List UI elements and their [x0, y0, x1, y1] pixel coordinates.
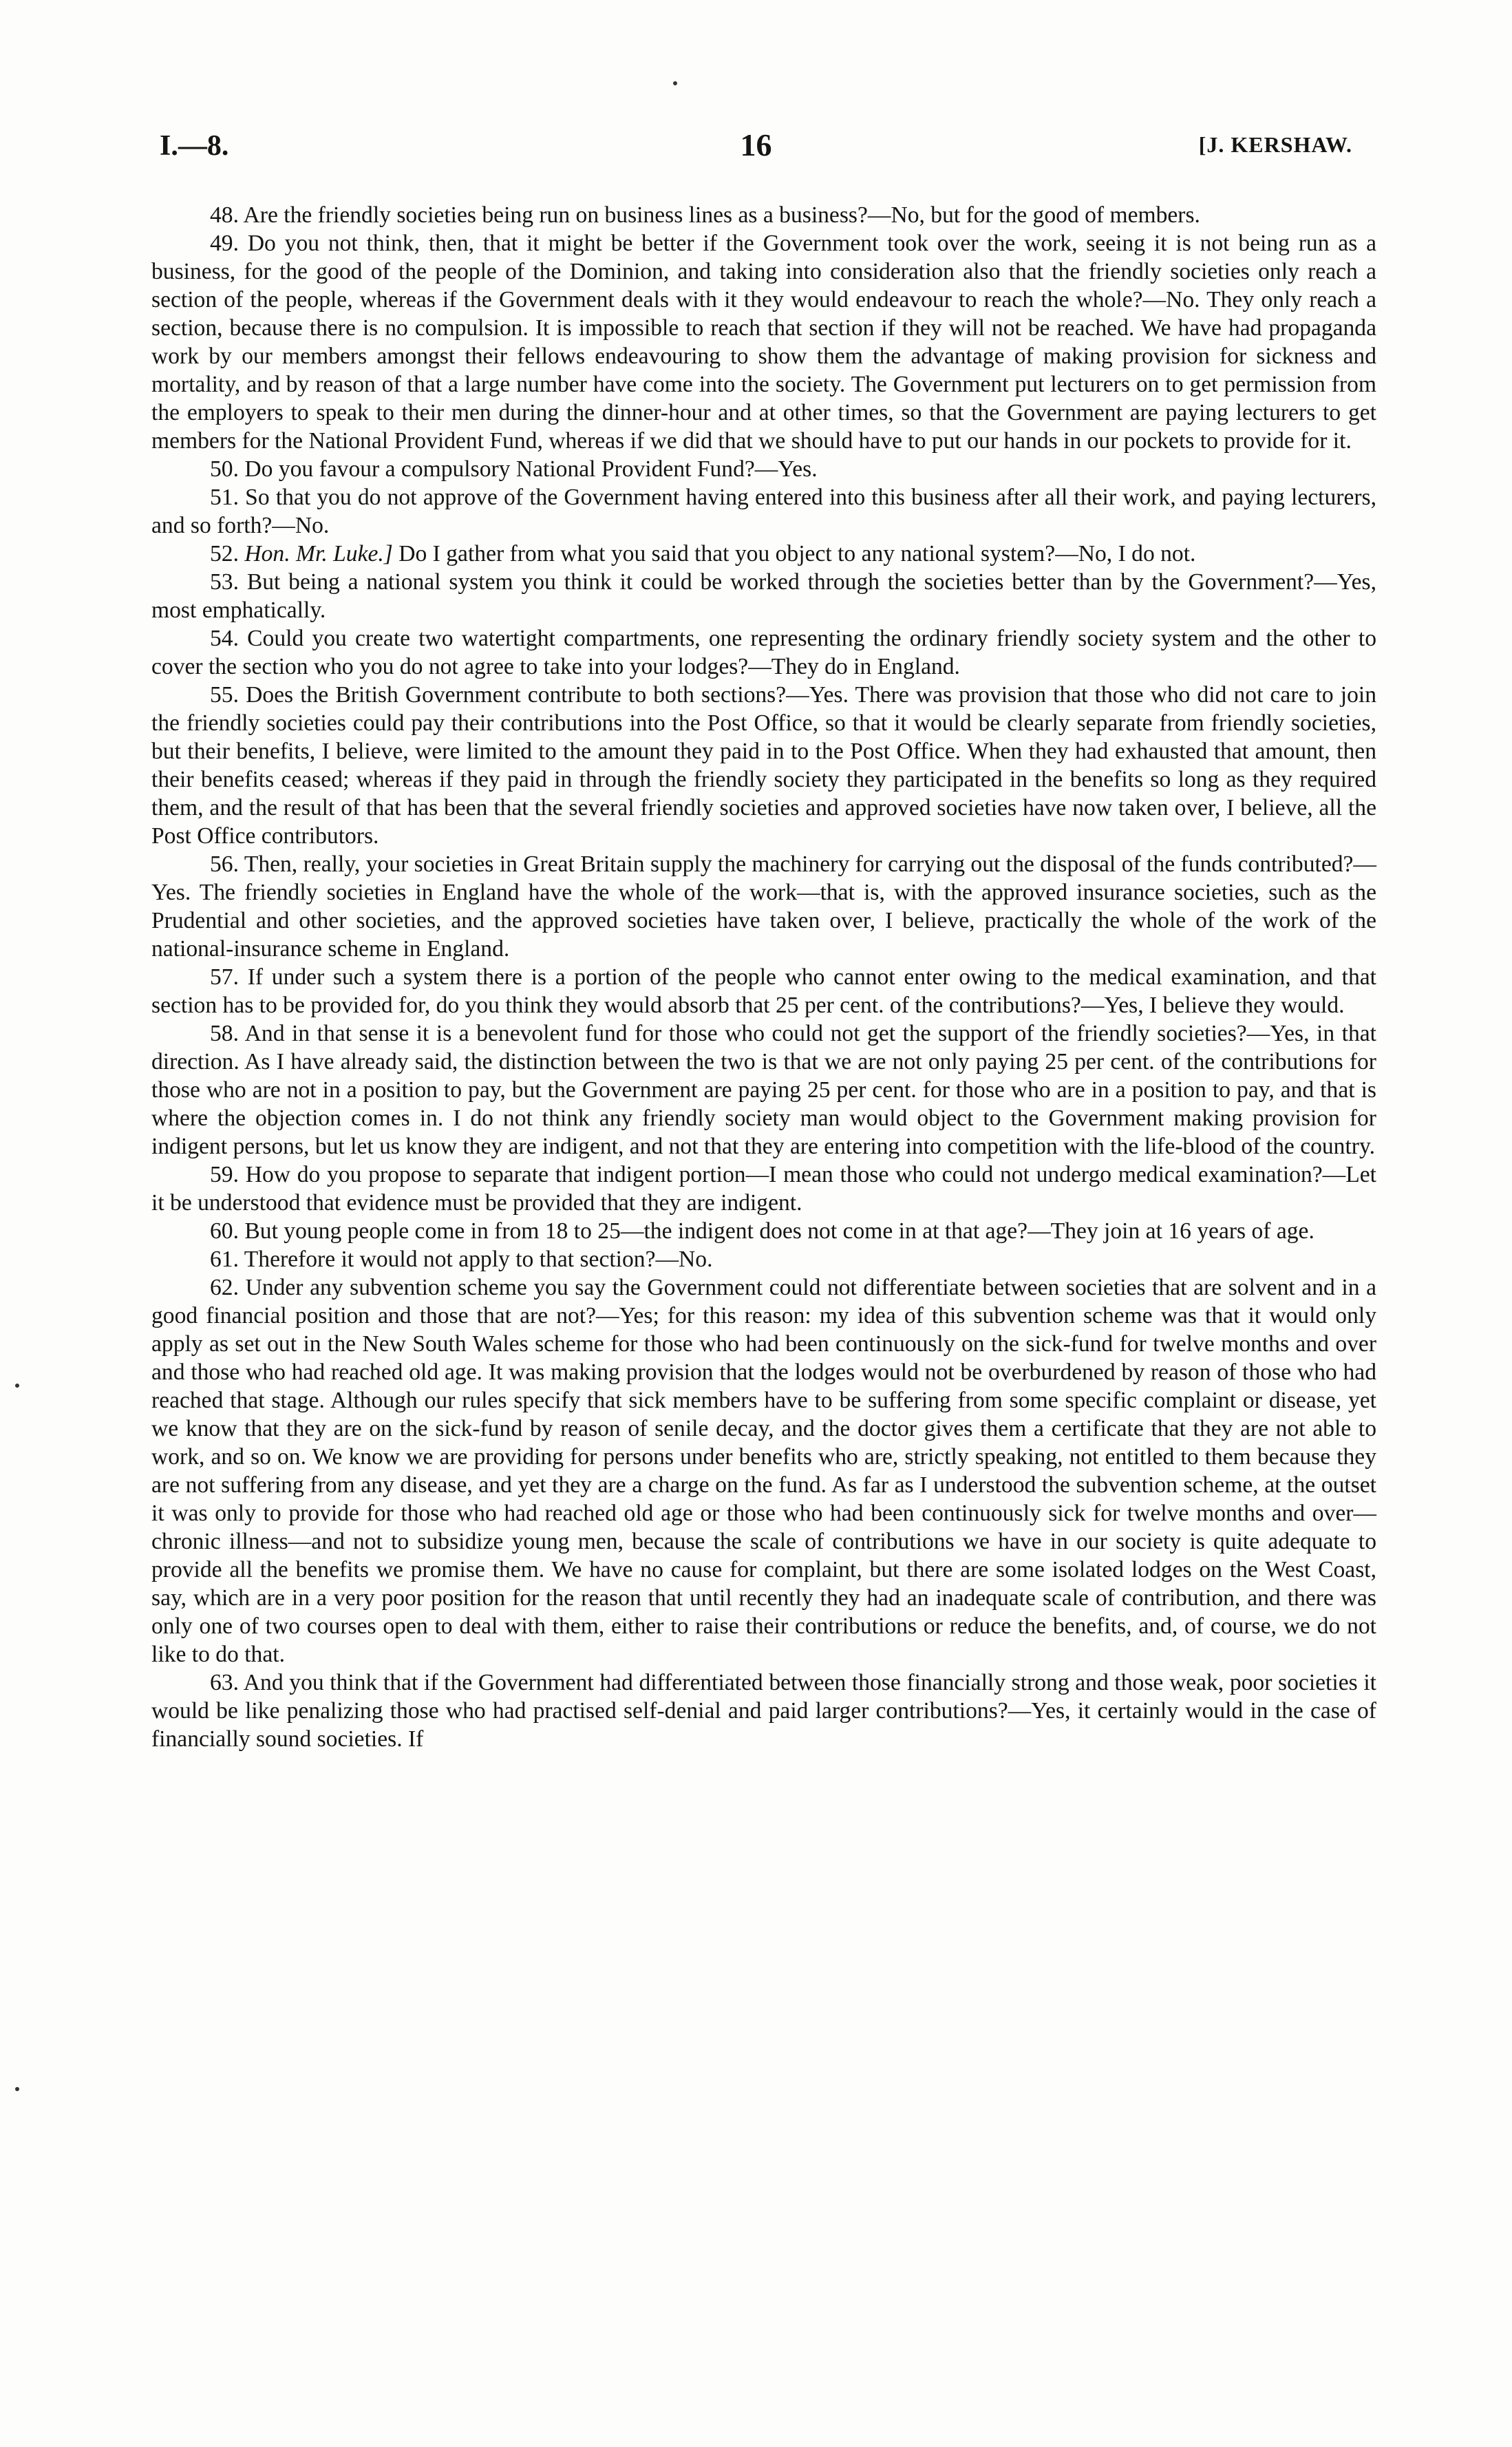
speaker-name: Hon. Mr. Luke.] [244, 541, 393, 566]
question-paragraph [151, 229, 1376, 455]
scan-speck [15, 1384, 19, 1388]
question-number: 54. [210, 626, 239, 651]
question-text: Then, really, your societies in Great Britain supply the machinery for carrying out the disposal of the funds contributed?—Yes. The friendly societies in England have the whole of the work—that is, with the approved insurance societies, such as the Prudential and other societies, and the approved societies have taken over, I believe, practically the whole of the work of the national-insurance scheme in England. [151, 851, 1376, 962]
question-paragraph [151, 681, 1376, 850]
question-paragraph [151, 963, 1376, 1019]
question-number: 61. [210, 1247, 239, 1272]
question-number: 48. [210, 202, 239, 228]
question-text: Could you create two watertight compartments, one representing the ordinary friendly society system and the other to cover the section who you do not agree to take into your lodges?—They do in England. [151, 626, 1376, 679]
witness-name: [J. KERSHAW. [1198, 132, 1352, 157]
question-paragraph [151, 1019, 1376, 1161]
question-paragraph [151, 850, 1376, 963]
question-number: 57. [210, 964, 239, 990]
question-text: But being a national system you think it could be worked through the societies better than by the Government?—Yes, most emphatically. [151, 569, 1376, 623]
question-number: 55. [210, 682, 239, 708]
question-paragraph [151, 1669, 1376, 1753]
scan-speck [673, 81, 677, 85]
page-number: 16 [740, 127, 772, 162]
question-text: And you think that if the Government had differentiated between those financially strong and those weak, poor societies it would be like penalizing those who had practised self-denial and paid larger contributions?—Yes, it certainly would in the case of financially sound societies. If [151, 1670, 1376, 1752]
question-number: 52. [210, 541, 239, 566]
question-paragraph [151, 455, 1376, 483]
scan-speck [15, 2087, 19, 2091]
question-number: 60. [210, 1218, 239, 1244]
question-text: And in that sense it is a benevolent fund for those who could not get the support of the friendly societies?—Yes, in that direction. As I have already said, the distinction between the two is that we are not only paying 25 per cent. of the contributions for those who are not in a position to pay, but the Government are paying 25 per cent. for those who are in a position to pay, and that is where the objection comes in. I do not think any friendly society man would object to the Government making provision for indigent persons, but let us know they are indigent, and not that they are entering into competition with the life-blood of the country. [151, 1021, 1377, 1159]
question-text: How do you propose to separate that indigent portion—I mean those who could not undergo medical examination?—Let it be understood that evidence must be provided that they are indigent. [151, 1162, 1376, 1216]
question-text: If under such a system there is a portion of the people who cannot enter owing to the medical examination, and that section has to be provided for, do you think they would absorb that 25 per cent. of the contributions?—Yes, I believe they would. [151, 964, 1376, 1018]
testimony-body [151, 201, 1376, 1753]
question-text: So that you do not approve of the Government having entered into this business after all their work, and paying lecturers, and so forth?—No. [151, 485, 1376, 538]
question-number: 50. [210, 456, 239, 482]
question-number: 62. [210, 1275, 239, 1300]
question-paragraph [151, 201, 1376, 229]
question-number: 58. [210, 1021, 239, 1046]
question-text: Do you favour a compulsory National Provident Fund?—Yes. [244, 456, 818, 482]
question-number: 63. [210, 1670, 239, 1695]
question-text: Are the friendly societies being run on business lines as a business?—No, but for the good of members. [243, 202, 1200, 228]
page-header [160, 129, 1352, 171]
question-paragraph [151, 568, 1376, 624]
question-paragraph [151, 624, 1376, 681]
question-number: 56. [210, 851, 239, 877]
question-paragraph [151, 483, 1376, 540]
question-paragraph [151, 1217, 1376, 1245]
question-text: Therefore it would not apply to that section?—No. [244, 1247, 713, 1272]
question-paragraph [151, 1161, 1376, 1217]
question-text: Do you not think, then, that it might be better if the Government took over the work, seeing it is not being run as a business, for the good of the people of the Dominion, and taking into consideration also that the friendly societies only reach a section of the people, whereas if the Government deals with it they would endeavour to reach the whole?—No. They only reach a section, because there is no compulsion. It is impossible to reach that section if they will not be reached. We have had propaganda work by our members amongst their fellows endeavouring to show them the advantage of making provision for sickness and mortality, and by reason of that a large number have come into the society. The Government put lecturers on to get permission from the employers to speak to their men during the dinner-hour and at other times, so that the Government are paying lecturers to get members for the National Provident Fund, whereas if we did that we should have to put our hands in our pockets to provide for it. [151, 231, 1376, 454]
document-reference: I.—8. [160, 130, 229, 162]
question-text: But young people come in from 18 to 25—the indigent does not come in at that age?—They join at 16 years of age. [244, 1218, 1314, 1244]
question-text: Does the British Government contribute to both sections?—Yes. There was provision that those who did not care to join the friendly societies could pay their contributions into the Post Office, so that it would be clearly separate from friendly societies, but their benefits, I believe, were limited to the amount they paid in to the Post Office. When they had exhausted that amount, then their benefits ceased; whereas if they paid in through the friendly society they participated in the benefits so long as they required them, and the result of that has been that the several friendly societies and approved societies have now taken over, I believe, all the Post Office contributors. [151, 682, 1376, 849]
question-paragraph [151, 540, 1376, 568]
question-paragraph [151, 1273, 1376, 1669]
question-number: 59. [210, 1162, 239, 1187]
question-number: 49. [210, 231, 239, 256]
question-text: Do I gather from what you said that you object to any national system?—No, I do not. [398, 541, 1196, 566]
question-text: Under any subvention scheme you say the Government could not differentiate between societies that are solvent and in a good financial position and those that are not?—Yes; for this reason: my idea of this subvention scheme was that it would only apply as set out in the New South Wales scheme for those who had been continuously on the sick-fund for twelve months and over and those who had reached old age. It was making provision that the lodges would not be overburdened by reason of those who had reached that stage. Although our rules specify that sick members have to be suffering from some specific complaint or disease, yet we know that they are on the sick-fund by reason of senile decay, and the doctor gives them a certificate that they are not able to work, and so on. We know we are providing for persons under benefits who are, strictly speaking, not entitled to them because they are not suffering from any disease, and yet they are a charge on the fund. As far as I understood the subvention scheme, at the outset it was only to provide for those who had reached old age or those who had been continuously sick for twelve months and over—chronic illness—and not to subsidize young men, because the scale of contributions we have in our society is quite adequate to provide all the benefits we promise them. We have no cause for complaint, but there are some isolated lodges on the West Coast, say, which are in a very poor position for the reason that until recently they had an inadequate scale of contribution, and there was only one of two courses open to deal with them, either to raise their contributions or reduce the benefits, and, of course, we do not like to do that. [151, 1275, 1376, 1667]
question-number: 53. [210, 569, 239, 595]
question-paragraph [151, 1245, 1376, 1273]
question-number: 51. [210, 485, 239, 510]
